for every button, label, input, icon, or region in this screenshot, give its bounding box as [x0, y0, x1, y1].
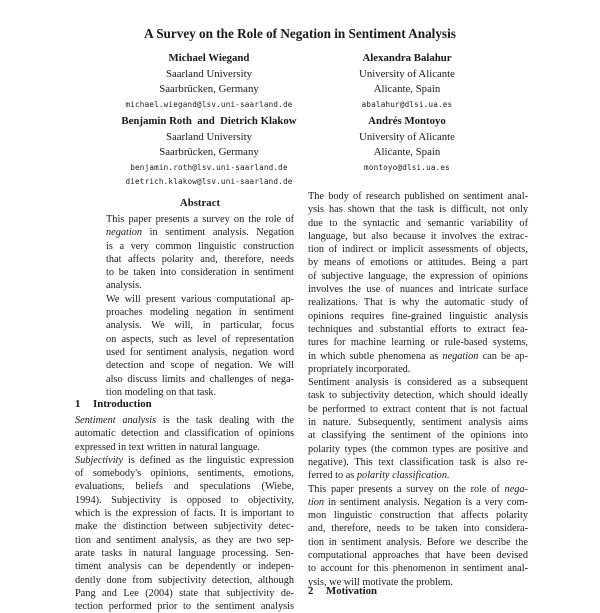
text-line: ysis, we will motivate the problem. — [308, 576, 453, 588]
text-line: analysis. — [106, 280, 142, 292]
text-line: techniques and substantial efforts to extract fea- — [308, 323, 528, 335]
text-line: tection performed prior to the sentiment analysis — [75, 601, 294, 613]
text-line: negative). This text classification task is also re- — [308, 456, 528, 468]
text-line: involves the use of nuances and intricate surface — [308, 284, 528, 296]
author-affiliation: University of Alicante — [359, 67, 455, 80]
text-line: The body of research published on sentiment anal- — [308, 191, 528, 202]
author-affiliation: Saarland University — [165, 67, 253, 80]
text-line: tion and sentiment analysis, as they are two sep- — [75, 534, 294, 546]
text-line: tion in sentiment analysis. Before we describe the — [308, 536, 528, 548]
text-line: automatic detection and classification of opinions — [75, 428, 294, 440]
author-location: Saarbrücken, Germany — [159, 83, 259, 95]
text-line: by means of emotions or attitudes. Being a part — [308, 257, 528, 269]
text-line: Subjectivity is defined as the linguistic expression — [75, 454, 294, 466]
text-line: ferred to as polarity classification. — [308, 470, 450, 482]
text-line: detection and scope of negation. We will — [106, 360, 294, 372]
text-line: propriately incorporated. — [308, 363, 411, 375]
text-line: dently done from subjectivity detection, although — [75, 574, 294, 586]
abstract-heading: Abstract — [179, 197, 221, 209]
text-line: at classifying the sentiment of the opinions into — [308, 430, 528, 442]
text-line: ysis has shown that the task is difficult, not only — [308, 204, 528, 216]
text-line: tures for machine learning or rule-based systems, — [308, 337, 528, 349]
text-line: Sentiment analysis is the task dealing with the — [75, 415, 294, 426]
text-line: and, therefore, needs to be taken into considera- — [308, 523, 528, 535]
text-line: on aspects, such as level of representation — [106, 333, 294, 345]
right-column-body — [308, 190, 528, 589]
author-email[interactable]: abalahur@dlsi.ua.es — [361, 99, 453, 109]
section-title: Introduction — [93, 398, 152, 410]
text-line: evaluations, beliefs and speculations (Wiebe, — [75, 481, 294, 493]
text-line: realizations. That is why the automatic study of — [308, 297, 528, 309]
text-line: task to subjectivity detection, which should ideally — [308, 390, 528, 402]
text-line: This paper presents a survey on the role of nega- — [308, 483, 528, 495]
text-line: arate tasks in natural language processing. Sen- — [75, 547, 294, 559]
author-affiliation: University of Alicante — [359, 130, 455, 143]
text-line: to account for this phenomenon in sentiment anal- — [308, 563, 528, 575]
text-line: proaches modeling negation in sentiment — [106, 307, 294, 319]
text-line: tion of indirect or implicit assessments of objects, — [308, 244, 528, 256]
text-line: also discuss limits and challenges of nega- — [106, 373, 294, 385]
author-name: Michael Wiegand — [168, 52, 250, 64]
text-line: 1994). Subjectivity is opposed to objectivity, — [75, 494, 294, 506]
abstract-body — [106, 213, 294, 399]
author-name: Alexandra Balahur — [362, 52, 452, 64]
text-line: This paper presents a survey on the role of — [106, 214, 294, 225]
left-column-body — [75, 414, 294, 613]
text-line: which is the expression of facts. It is important to — [75, 508, 294, 520]
text-line: Pang and Lee (2004) state that subjectivity de- — [75, 587, 294, 599]
section-title: Motivation — [326, 585, 377, 597]
text-line: timent analysis can be dependently or indepen- — [75, 561, 294, 573]
text-line: to be taken into consideration in sentiment — [106, 267, 294, 279]
section-number: 1 — [75, 398, 81, 410]
text-line: make the distinction between subjectivity detec- — [75, 521, 294, 533]
text-line: Sentiment analysis is considered as a subsequent — [308, 377, 528, 389]
author-name: Benjamin Roth and Dietrich Klakow — [121, 115, 297, 127]
section-heading-introduction — [75, 398, 152, 410]
text-line: tion modeling on that task. — [106, 386, 217, 398]
text-line: tion in sentiment analysis. Negation is a very com- — [308, 496, 528, 508]
author-block-2 — [282, 51, 532, 112]
text-line: analysis. We will, in particular, focus — [106, 320, 294, 332]
text-line: negation in sentiment analysis. Negation — [106, 227, 294, 239]
text-line: due to the syntactic and semantic variability of — [308, 217, 528, 229]
text-line: expressed in text written in natural language. — [75, 441, 260, 453]
text-line: is a very common linguistic construction — [106, 240, 294, 252]
text-line: mon linguistic construction that affects polarity — [308, 510, 528, 522]
text-line: We will present various computational ap- — [106, 293, 294, 305]
author-block-4 — [282, 114, 532, 175]
text-line: that affects polarity and, therefore, needs — [106, 253, 294, 265]
text-line: of somebody's opinions, sentiments, emotions, — [75, 468, 294, 480]
text-line: in nature. Subsequently, sentiment analysis aims — [308, 417, 528, 429]
author-location: Alicante, Spain — [373, 146, 441, 158]
author-location: Saarbrücken, Germany — [159, 146, 259, 158]
section-number: 2 — [308, 585, 314, 597]
text-line: language, but also because it involves the extrac- — [308, 230, 528, 242]
author-affiliation: Saarland University — [165, 130, 253, 143]
author-location: Alicante, Spain — [373, 83, 441, 95]
text-line: be performed to extract content that is not factual — [308, 403, 528, 415]
text-line: of subjective language, the expression of opinions — [308, 270, 528, 282]
author-email[interactable]: dietrich.klakow@lsv.uni-saarland.de — [125, 176, 293, 186]
author-name: Andrés Montoyo — [368, 115, 446, 127]
author-email[interactable]: michael.wiegand@lsv.uni-saarland.de — [125, 99, 293, 109]
text-line: polarity types (the common types are positive and — [308, 443, 528, 455]
author-email[interactable]: benjamin.roth@lsv.uni-saarland.de — [130, 162, 288, 172]
text-line: in which subtle phenomena as negation can be ap- — [308, 350, 528, 362]
text-line: computational approaches that have been devised — [308, 550, 528, 562]
author-email[interactable]: montoyo@dlsi.ua.es — [364, 162, 450, 172]
paper-title: A Survey on the Role of Negation in Sentiment Analysis — [144, 26, 456, 41]
text-line: opinions requires fine-grained linguistic analysis — [308, 310, 528, 322]
text-line: used for sentiment analysis, negation word — [106, 346, 294, 358]
section-heading-motivation — [308, 585, 377, 597]
